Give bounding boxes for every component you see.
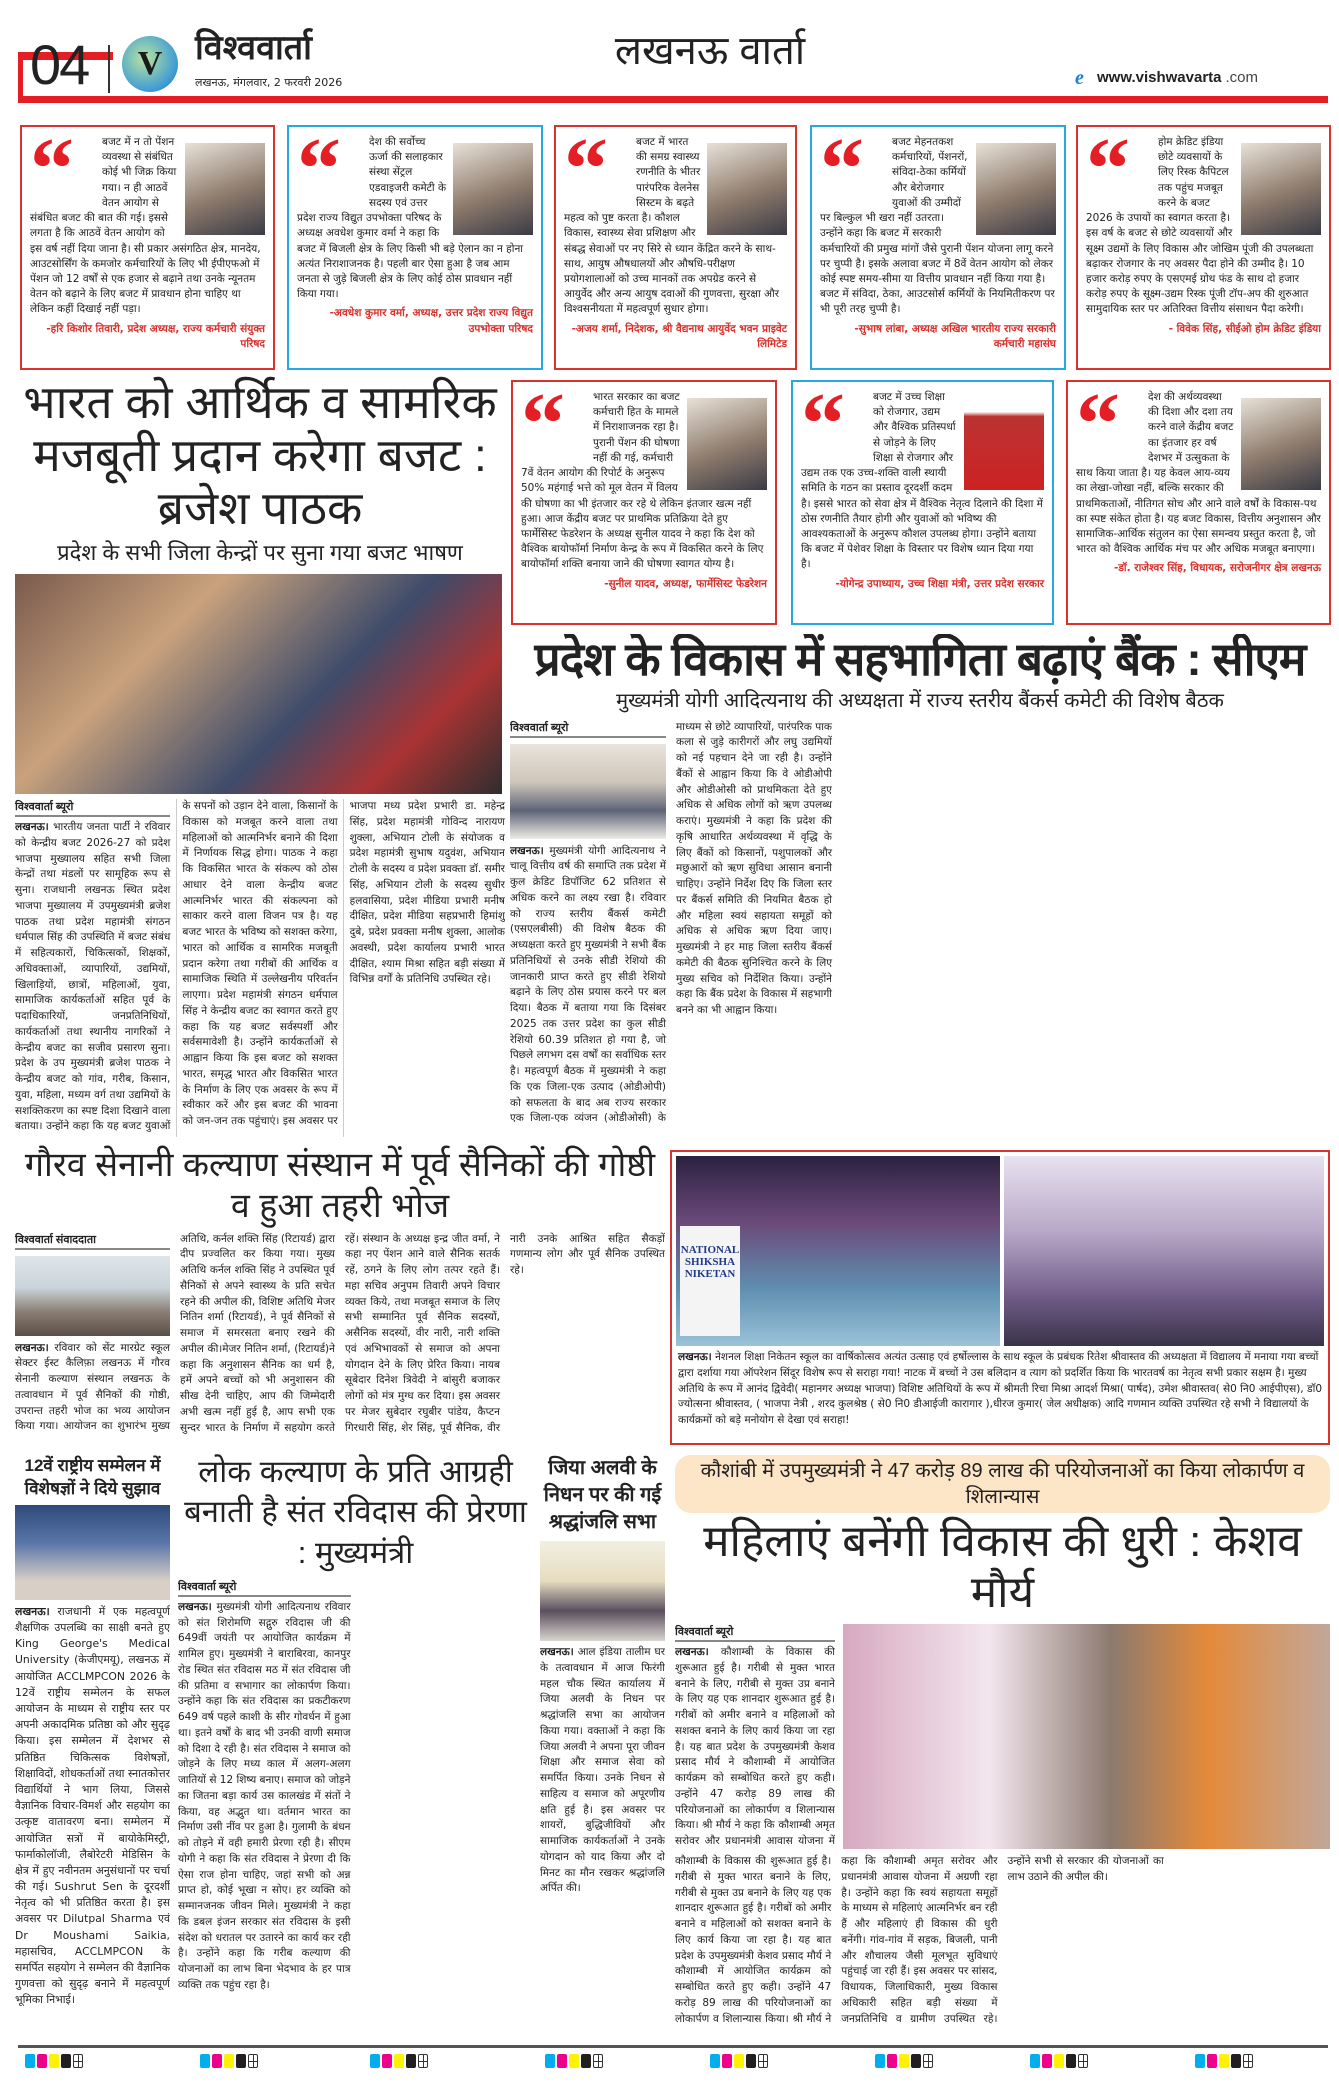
quote-attribution: -डॉ. राजेश्वर सिंह, विधायक, सरोजनीगर क्षेत्र लखनऊ <box>1113 562 1321 575</box>
dance-photo <box>676 1156 1000 1346</box>
kicker-banner: कौशांबी में उपमुख्यमंत्री ने 47 करोड़ 89 लाख की परियोजनाओं का किया लोकार्पण व शिलान्यास <box>675 1455 1330 1513</box>
tribute-photo <box>540 1541 665 1641</box>
quote-text: होम क्रेडिट इंडिया छोटे व्यवसायों के लिए रिस्क कैपिटल तक पहुंच मजबूत करने के बजट 2026 के उपायों का स्वागत करता है। इस वर्ष के बजट से छोटे व्यवसायों और सूक्ष्म उद्यमों के लिए विकास और जोखिम पूंजी की उपलब्धता बढ़ाकर रोजगार के नए अवसर पैदा होने की उम्मीद है। 10 हजार करोड़ रुपए के एसएमई ग्रोथ फंड के साथ दो हजार करोड़ रुपए के सूक्ष्म-उद्यम रिस्क पूंजी टॉप-अप की शुरुआत सामुदायिक स्तर पर अतिरिक्त वित्तीय संसाधन पैदा करेगी। <box>1086 136 1314 316</box>
divider <box>108 45 110 93</box>
quote-attribution: -अजय शर्मा, निदेशक, श्री वैद्यनाथ आयुर्वेद भवन प्राइवेट लिमिटेड <box>571 322 787 350</box>
registration-mark <box>1195 2054 1253 2068</box>
quote-attribution: - विवेक सिंह, सीईओ होम क्रेडिट इंडिया <box>1168 322 1321 335</box>
website-main: www.vishwavarta <box>1097 69 1222 86</box>
crosshair-icon <box>248 2054 258 2068</box>
registration-mark <box>370 2054 428 2068</box>
byline: विश्ववार्ता ब्यूरो <box>178 1579 351 1597</box>
quote-icon: “ <box>820 125 854 218</box>
website-link[interactable] <box>1075 68 1258 88</box>
deputy-cm-photo <box>843 1624 1330 1849</box>
story-conference <box>15 1455 170 2037</box>
crosshair-icon <box>1078 2054 1088 2068</box>
quote-icon: “ <box>521 380 555 473</box>
byline: विश्ववार्ता ब्यूरो <box>510 720 666 738</box>
footer-rule <box>18 2045 1328 2048</box>
date-line: लखनऊ, मंगलवार, 2 फरवरी 2026 <box>195 76 343 89</box>
quote-box <box>20 125 275 370</box>
article-body-cm-bank <box>510 720 1330 1137</box>
quote-attribution: -हरि किशोर तिवारी, प्रदेश अध्यक्ष, राज्य कर्मचारी संयुक्त परिषद <box>46 322 265 350</box>
color-swatch <box>911 2054 921 2068</box>
article-body-brajesh <box>15 799 505 1137</box>
color-swatch <box>25 2054 35 2068</box>
quote-attribution: -सुनील यादव, अध्यक्ष, फार्मेसिस्ट फेडरेशन <box>604 577 767 590</box>
quote-text: बजट में न तो पेंशन व्यवस्था से संबंधित कोई भी जिक्र किया गया। न ही आठवें वेतन आयोग से संबंधित बजट की बात की गई। इससे लगता है कि आठवें वेतन आयोग को इस वर्ष नहीं दिया जाना है। सी प्रकार असंगठित क्षेत्र, मानदेय, आउटसोर्सिंग के कमजोर कर्मचारियों के लिए भी ईपीएफओ में पेंशन जो 12 वर्षों से एक हजार से बढ़ाने तथा उनके न्यूनतम वेतन को बढ़ाने के लिए बजट में प्रावधान होना चाहिए था लेकिन कहीं दिखाई नहीं पड़ा। <box>30 136 261 316</box>
quote-box <box>287 125 543 370</box>
caption-text: नेशनल शिक्षा निकेतन स्कूल का वार्षिकोत्सव अत्यंत उत्साह एवं हर्षोल्लास के साथ स्कूल के प्रबंधक रितेश श्रीवास्तव की अध्यक्षता में विद्यालय में मनाया गया बच्चों द्वारा दर्शाया गया ऑपरेशन सिंदूर विशेष रूप से सराहा गया! नाटक में बच्चों ने उस बलिदान व त्याग को प्रदर्शित किया कि भारतवर्ष का नेतृत्व सभी प्रकार सक्षम है। मुख्य अतिथि के रूप में आनंद द्विवेदी( महानगर अध्यक्ष भाजपा) विशिष्ट अतिथियों के रूप में श्रीमती रिचा मिश्रा आदर्श मिश्रा( पार्षद), उमेश श्रीवास्तव( से0 नि0 आईपीएस), डॉ0 ज्योत्सना श्रीवास्तव, ( भाजपा नेत्री , शरद कुलश्रेष्ठ ( से0 नि0 डीआईजी कारागार ),धीरज कुमार( जेल अधीक्षक) आदि गणमान व्यक्ति उपस्थित रहे सभी ने विद्यालयों के कार्यक्रमों को बड़े मनोयोग से देखा एवं सराहा! <box>678 1351 1322 1426</box>
portrait-photo <box>707 143 787 235</box>
color-swatch <box>746 2054 756 2068</box>
header-rule <box>18 96 1328 103</box>
headline-keshav: महिलाएं बनेंगी विकास की धुरी : केशव मौर्य <box>703 1517 1302 1617</box>
dateline: लखनऊ। <box>15 1604 50 1618</box>
masthead-title: विश्ववार्ता <box>195 29 312 67</box>
event-box <box>670 1150 1330 1445</box>
crosshair-icon <box>758 2054 768 2068</box>
story-ravidas <box>178 1452 533 2037</box>
browser-icon: e <box>1075 67 1084 89</box>
logo: V <box>122 36 178 92</box>
color-swatch <box>224 2054 234 2068</box>
headline-cm-bank: प्रदेश के विकास में सहभागिता बढ़ाएं बैंक : सीएम <box>534 634 1306 685</box>
portrait-photo <box>976 143 1056 235</box>
article-text: कौशाम्बी के विकास की शुरूआत हुई है। गरीबी से मुक्त भारत बनाने के लिए, गरीबी से मुक्त उप्र बनाने के लिए यह एक शानदार शुरूआत हुई है। गरीबों को अमीर बनाने व महिलाओं को सशक्त बनाने के लिए कार्य किया जा रहा है। यह बात प्रदेश के उपमुख्यमंत्री केशव प्रसाद मौर्य ने कौशाम्बी में आयोजित कार्यक्रम को सम्बोधित करते हुए कही। उन्होंने 47 करोड़ 89 लाख की परियोजनाओं का लोकार्पण व शिलान्यास किया। श्री मौर्य ने कहा कि कौशाम्बी अमृत सरोवर और प्रधानमंत्री आवास योजना में <box>675 1646 835 1848</box>
quote-attribution: -अवधेश कुमार वर्मा, अध्यक्ष, उत्तर प्रदेश राज्य विद्युत उपभोक्ता परिषद <box>329 307 533 335</box>
color-swatch <box>1054 2054 1064 2068</box>
portrait-photo <box>1241 143 1321 235</box>
article-text-continued: कौशाम्बी के विकास की शुरूआत हुई है। गरीबी से मुक्त भारत बनाने के लिए, गरीबी से मुक्त उप्र बनाने के लिए यह एक शानदार शुरूआत हुई है। गरीबों को अमीर बनाने व महिलाओं को सशक्त बनाने के लिए कार्य किया जा रहा है। यह बात प्रदेश के उपमुख्यमंत्री केशव प्रसाद मौर्य ने कौशाम्बी में आयोजित कार्यक्रम को सम्बोधित करते हुए कही। उन्होंने 47 करोड़ 89 लाख की परियोजनाओं का लोकार्पण व शिलान्यास किया। श्री मौर्य ने कहा कि कौशाम्बी अमृत सरोवर और प्रधानमंत्री आवास योजना में अग्रणी रहा है। उन्होंने कहा कि स्वयं सहायता समूहों के माध्यम से महिलाएं आत्मनिर्भर बन रही हैं और महिलाएं ही विकास की धुरी बनेंगी। गांव-गांव में सड़क, बिजली, पानी और शौचालय जैसी मूलभूत सुविधाएं पहुंचाई जा रही हैं। इस अवसर पर सांसद, विधायक, जिलाधिकारी, मुख्य विकास अधिकारी सहित बड़ी संख्या में जनप्रतिनिधि व ग्रामीण उपस्थित रहे। उन्होंने सभी से सरकार की योजनाओं का लाभ उठाने की अपील की। <box>675 1855 1164 2025</box>
article-text: आल इंडिया तालीम घर के तत्वावधान में आज फिरंगी महल चौक स्थित कार्यालय में जिया अलवी के निधन पर श्रद्धांजलि सभा का आयोजन किया गया। वक्ताओं ने कहा कि जिया अलवी ने अपना पूरा जीवन शिक्षा और समाज सेवा को समर्पित किया। उनके निधन से साहित्य व समाज को अपूरणीय क्षति हुई है। इस अवसर पर शायरों, बुद्धिजीवियों और सामाजिक कार्यकर्ताओं ने उनके योगदान को याद किया और दो मिनट का मौन रखकर श्रद्धांजलि अर्पित की। <box>540 1646 665 1895</box>
color-swatch <box>734 2054 744 2068</box>
dateline: लखनऊ। <box>540 1646 574 1658</box>
color-swatch <box>875 2054 885 2068</box>
color-swatch <box>236 2054 246 2068</box>
story-zia-alvi <box>540 1455 665 2037</box>
color-swatch <box>370 2054 380 2068</box>
quote-text: देश की अर्थव्यवस्था की दिशा और दशा तय करने वाले केंद्रीय बजट का इंतजार हर वर्ष देशभर में उत्सुकता के साथ किया जाता है। यह केवल आय-व्यय का लेखा-जोखा नहीं, बल्कि सरकार की प्राथमिकताओं, नीतिगत सोच और आने वाले वर्षों के विकास-पथ का स्पष्ट संकेत होता है। यह बजट विकास, वित्तीय अनुशासन और सामाजिक-आर्थिक संतुलन का ऐसा समन्वय प्रस्तुत करता है, जो भारत को वैश्विक आर्थिक मंच पर और अधिक मजबूत बनाएगा। <box>1076 391 1321 556</box>
headline-ravidas: लोक कल्याण के प्रति आग्रही बनाती है संत रविदास की प्रेरणा : मुख्यमंत्री <box>184 1454 527 1570</box>
story-brajesh <box>15 376 505 1137</box>
crosshair-icon <box>418 2054 428 2068</box>
crosshair-icon <box>1243 2054 1253 2068</box>
byline: विश्ववार्ता ब्यूरो <box>675 1624 835 1642</box>
color-swatch <box>37 2054 47 2068</box>
quote-icon: “ <box>30 125 64 218</box>
color-swatch <box>545 2054 555 2068</box>
subhead-brajesh: प्रदेश के सभी जिला केन्द्रों पर सुना गया बजट भाषण <box>57 539 463 565</box>
article-body-keshav-lead <box>675 1624 835 1849</box>
subhead-cm-bank: मुख्यमंत्री योगी आदित्यनाथ की अध्यक्षता में राज्य स्तरीय बैंकर्स कमेटी की विशेष बैठक <box>616 689 1224 712</box>
story-keshav <box>675 1455 1330 2037</box>
quote-text: भारत सरकार का बजट कर्मचारी हित के मामले में निराशाजनक रहा है। पुरानी पेंशन की घोषणा नहीं की गई, कर्मचारी 7वें वेतन आयोग की रिपोर्ट के अनुरूप 50% महंगाई भत्ते को मूल वेतन में विलय की घोषणा का भी इंतजार कर रहे थे लेकिन इंतजार खत्म नहीं हुआ। आज केंद्रीय बजट पर प्राथमिक प्रतिक्रिया देते हुए फार्मेसिस्ट फेडरेशन के अध्यक्ष सुनील यादव ने कहा कि देश को वैश्विक बायोफॉर्मा निर्माण केन्द्र के रूप में विकसित करने के लिए बायोफॉर्मा शक्ति बनाया जाने की घोषणा स्वागत योग्य है। <box>521 391 764 571</box>
article-body-gaurav <box>15 1232 665 1442</box>
quote-attribution: -योगेन्द्र उपाध्याय, उच्च शिक्षा मंत्री, उत्तर प्रदेश सरकार <box>835 577 1044 590</box>
crosshair-icon <box>593 2054 603 2068</box>
quote-icon: “ <box>801 380 835 473</box>
headline-brajesh: भारत को आर्थिक व सामरिक मजबूती प्रदान करेगा बजट : ब्रजेश पाठक <box>23 376 497 534</box>
headline-conference: 12वें राष्ट्रीय सम्मेलन में विशेषज्ञों ने दिये सुझाव <box>24 1456 161 1498</box>
byline: विश्ववार्ता संवाददाता <box>15 1232 170 1250</box>
registration-mark <box>710 2054 768 2068</box>
registration-mark <box>200 2054 258 2068</box>
story-cm-bank <box>510 634 1330 1137</box>
color-swatch <box>1030 2054 1040 2068</box>
dateline: लखनऊ। <box>510 844 544 857</box>
quote-icon: “ <box>1076 380 1110 473</box>
story-gaurav <box>15 1145 665 1442</box>
quote-text: देश की सर्वोच्च ऊर्जा की सलाहकार संस्था सेंट्रल एडवाइजरी कमेटी के सदस्य एवं उत्तर प्रदेश राज्य विद्युत उपभोक्ता परिषद के अध्यक्ष अवधेश कुमार वर्मा ने कहा कि बजट में बिजली क्षेत्र के लिए किसी भी बड़े ऐलान का न होना अत्यंत निराशाजनक है। पहली बार ऐसा हुआ है जब आम जनता से जुड़े बिजली क्षेत्र के लिए कोई ठोस प्रावधान नहीं किया गया। <box>297 136 524 301</box>
quote-attribution: -सुभाष लांबा, अध्यक्ष अखिल भारतीय राज्य सरकारी कर्मचारी महासंघ <box>854 322 1056 350</box>
color-swatch <box>1219 2054 1229 2068</box>
quote-icon: “ <box>564 125 598 218</box>
portrait-photo <box>687 398 767 490</box>
registration-mark <box>875 2054 933 2068</box>
quote-icon: “ <box>1086 125 1120 218</box>
color-swatch <box>49 2054 59 2068</box>
color-swatch <box>887 2054 897 2068</box>
color-swatch <box>1042 2054 1052 2068</box>
color-swatch <box>406 2054 416 2068</box>
meeting-photo <box>510 744 666 839</box>
dateline: लखनऊ। <box>15 1341 49 1354</box>
quote-box <box>511 380 777 625</box>
guests-photo <box>1004 1156 1324 1346</box>
color-swatch <box>569 2054 579 2068</box>
headline-zia-alvi: जिया अलवी के निधन पर की गई श्रद्धांजलि सभा <box>543 1457 662 1533</box>
section-title: लखनऊ वार्ता <box>614 29 806 73</box>
school-sign: NATIONAL SHIKSHA NIKETAN <box>680 1226 740 1336</box>
article-text: रविवार को सेंट मारग्रेट स्कूल सेक्टर ईस्ट कैलिफ़ा लखनऊ में गौरव सेनानी कल्याण संस्थान लखनऊ के तत्वावधान में पूर्व सैनिकों की गोष्ठी, उपरान्त तहरी भोज का भव्य आयोजन किया गया। आयोजन का शुभारंभ मुख्य अतिथि, कर्नल शक्ति सिंह (रिटायर्ड) द्वारा दीप प्रज्वलित कर किया गया। मुख्य अतिथि कर्नल शक्ति सिंह ने उपस्थित पूर्व सैनिकों से अपने स्वास्थ्य के प्रति सचेत रहने की अपील की, विशिष्ट अतिथि मेजर नितिन शर्मा (रिटायर्ड), ने पूर्व सैनिकों से समाज में समरसता बनाए रखने की अपील की।मेजर नितिन शर्मा, (रिटायर्ड)ने कहा कि अनुशासन सैनिक का धर्म है, हमें अपने बच्चों को भी अनुशासन की सीख देनी चाहिए, आप की जिम्मेदारी अभी खत्म नहीं हुई है, आप सभी एक सुन्दर भारत के निर्माण में सहयोग करते रहें। संस्थान के अध्यक्ष इन्द्र जीत वर्मा, ने कहा नए पेंशन आने वाले सैनिक सतर्क रहें, ठगने के लिए लोग तत्पर रहते हैं। महा सचिव अनुपम तिवारी अपने विचार व्यक्त किये, तथा मजबूत समाज के लिए सभी सम्मानित पूर्व सैनिक सदस्यों, असैनिक सदस्यों, वीर नारी, नारी शक्ति एवं अभिभावकों से समाज को अपना योगदान देने के लिए प्रेरित किया। नायब सूबेदार दिनेश त्रिवेदी ने बांसुरी बजाकर लोगों को मंत्र मुग्ध कर दिया। इस अवसर पर मेजर सुबेदार रघुबीर पांडेय, कैप्टन गिरधारी सिंह, शेर सिंह, पूर्व सैनिक, वीर नारी उनके आश्रित सहित सैकड़ों गणमान्य लोग और पूर्व सैनिक उपस्थित रहे। <box>15 1232 665 1434</box>
color-swatch <box>557 2054 567 2068</box>
article-body-zia-alvi <box>540 1645 665 2037</box>
article-body-conference <box>15 1604 170 2037</box>
article-text: मुख्यमंत्री योगी आदित्यनाथ रविवार को संत शिरोमणि सद्गुरु रविदास जी की 649वीं जयंती पर आयोजित कार्यक्रम में शामिल हुए। मुख्यमंत्री ने बाराबिरवा, कानपुर रोड स्थित संत रविदास मठ में संत रविदास जी की प्रतिमा व सभागार का लोकार्पण किया। उन्होंने कहा कि संत रविदास का प्रकटीकरण 649 वर्ष पहले काशी के सीर गोवर्धन में हुआ था। इतने वर्षों के बाद भी उनकी वाणी समाज को दिशा दे रही है। संत रविदास ने समाज को जोड़ने के लिए मध्य काल में अलग-अलग जातियों से 12 शिष्य बनाए। समाज को जोड़ने का जितना बड़ा कार्य उस कालखंड में संतों ने किया, वह अद्भुत था। वर्तमान भारत का निर्माण उसी नींव पर हुआ है। गुलामी के बंधन को तोड़ने में वही हमारी प्रेरणा रही है। सीएम योगी ने कहा कि संत रविदास ने प्रेरणा दी कि ऐसा राज होना चाहिए, जहां सभी को अन्न प्राप्त हो, कोई भूखा न सोए। हर व्यक्ति को सम्मानजनक जीवन मिले। मुख्यमंत्री ने कहा कि डबल इंजन सरकार संत रविदास के इसी संदेश को धरातल पर उतारने का कार्य कर रही है। उन्होंने कहा कि गरीब कल्याण की योजनाओं का लाभ बिना भेदभाव के हर पात्र व्यक्ति तक पहुंच रहा है। <box>178 1600 351 1991</box>
crosshair-icon <box>73 2054 83 2068</box>
color-swatch <box>710 2054 720 2068</box>
quote-box <box>1066 380 1331 625</box>
article-text: राजधानी में एक महत्वपूर्ण शैक्षणिक उपलब्धि का साक्षी बनते हुए King George's Medical University (केजीएमयू), लखनऊ में आयोजित ACCLMPCON 2026 के 12वें राष्ट्रीय सम्मेलन के सफल आयोजन के माध्यम से राष्ट्रीय स्तर पर अपनी अकादमिक प्रतिष्ठा को और सुदृढ़ किया। इस सम्मेलन में देशभर से प्रतिष्ठित चिकित्सक विशेषज्ञों, शिक्षाविदों, शोधकर्ताओं तथा स्नातकोत्तर विद्यार्थियों ने भाग लिया, जिससे वैज्ञानिक विचार-विमर्श और सहयोग का उत्कृष्ट वातावरण बना। सम्मेलन में आयोजित सत्रों में बायोकेमिस्ट्री, फार्माकोलॉजी, लैबोरेटरी मेडिसिन के क्षेत्र में हुए नवीनतम अनुसंधानों पर चर्चा की गई। Sushrut Sen के दूरदर्शी नेतृत्व को भी प्रतिष्ठित करता है। इस अवसर पर Dilutpal Sharma एवं Dr Moushami Saikia, महासचिव, ACCLMPCON के समर्पित सहयोग ने सम्मेलन की वैज्ञानिक गुणवत्ता को सुदृढ़ बनाने में महत्वपूर्ण भूमिका निभाई। <box>15 1604 170 2007</box>
page-number: 04 <box>30 33 89 96</box>
article-body-ravidas <box>178 1579 533 2037</box>
website-tld: .com <box>1225 69 1259 86</box>
color-swatch <box>1207 2054 1217 2068</box>
quote-text: बजट में उच्च शिक्षा को रोजगार, उद्यम और वैश्विक प्रतिस्पर्धा से जोड़ने के लिए शिक्षा से रोजगार और उद्यम तक एक उच्च-शक्ति वाली स्थायी समिति के गठन का प्रस्ताव दूरदर्शी कदम है। इससे भारत को सेवा क्षेत्र में वैश्विक नेतृत्व दिलाने की दिशा में ठोस रणनीति तैयार होगी और युवाओं को भविष्य की आवश्यकताओं के अनुरूप कौशल उपलब्ध होगा। उन्होंने बताया कि बजट में पेशेवर शिक्षा के विस्तार पर विशेष ध्यान दिया गया है। <box>801 391 1043 571</box>
quote-text: बजट में भारत की समग्र स्वास्थ्य रणनीति के भीतर पारंपरिक वेलनेस सिस्टम के बढ़ते महत्व को पुष्ट करता है। कौशल विकास, स्वास्थ्य सेवा प्रशिक्षण और संबद्ध सेवाओं पर नए सिरे से ध्यान केंद्रित करने के साथ-साथ, आयुष औषधालयों और औषधि-परीक्षण प्रयोगशालाओं को उच्च मानकों तक अपग्रेड करने से आयुर्वेद और अन्य आयुष दवाओं की गुणवत्ता, सुरक्षा और विश्वसनीयता में महत्वपूर्ण सुधार होगा। <box>564 136 780 316</box>
color-swatch <box>200 2054 210 2068</box>
color-swatch <box>382 2054 392 2068</box>
dateline: लखनऊ। <box>15 821 49 834</box>
quote-box <box>554 125 797 370</box>
portrait-photo <box>964 398 1044 490</box>
quote-box <box>1076 125 1331 370</box>
registration-mark <box>545 2054 603 2068</box>
dateline: लखनऊ। <box>678 1351 712 1363</box>
portrait-photo <box>1241 398 1321 490</box>
color-swatch <box>899 2054 909 2068</box>
crosshair-icon <box>923 2054 933 2068</box>
dateline: लखनऊ। <box>178 1600 212 1613</box>
quote-box <box>810 125 1066 370</box>
color-swatch <box>212 2054 222 2068</box>
color-swatch <box>61 2054 71 2068</box>
color-swatch <box>722 2054 732 2068</box>
headline-gaurav: गौरव सेनानी कल्याण संस्थान में पूर्व सैनिकों की गोष्ठी व हुआ तहरी भोज <box>24 1146 656 1225</box>
conference-photo <box>15 1505 170 1600</box>
quote-text: बजट मेहनतकश कर्मचारियों, पेंशनरों, संविदा-ठेका कर्मियों और बेरोजगार युवाओं की उम्मीदों पर बिल्कुल भी खरा नहीं उतरता। उन्होंने कहा कि बजट में सरकारी कर्मचारियों की प्रमुख मांगों जैसे पुरानी पेंशन योजना लागू करने पर चुप्पी है। इसके अलावा बजट में 8वें वेतन आयोग को लेकर कोई स्पष्ट समय-सीमा या वित्तीय प्रावधान नहीं किया गया है। बजट में संविदा, ठेका, आउटसोर्स कर्मियों के नियमितीकरण पर भी पूरी तरह चुप्पी है। <box>820 136 1055 316</box>
color-swatch <box>1195 2054 1205 2068</box>
color-swatch <box>581 2054 591 2068</box>
dateline: लखनऊ। <box>675 1646 709 1659</box>
portrait-photo <box>453 143 533 235</box>
registration-mark <box>1030 2054 1088 2068</box>
portrait-photo <box>185 143 265 235</box>
article-text: मुख्यमंत्री योगी आदित्यनाथ ने चालू वित्तीय वर्ष की समाप्ति तक प्रदेश में कुल क्रेडिट डिपॉजिट 62 प्रतिशत से अधिक करने का लक्ष्य रखा है। रविवार को राज्य स्तरीय बैंकर्स कमेटी (एसएलबीसी) की विशेष बैठक की अध्यक्षता करते हुए मुख्यमंत्री ने सभी बैंक प्रतिनिधियों से उनके सीडी रेशियो की जानकारी प्राप्त करते हुए सीडी रेशियो बढ़ाने के लिए ठोस प्रयास करने पर बल दिया। बैठक में बताया गया कि दिसंबर 2025 तक उत्तर प्रदेश का कुल सीडी रेशियो 60.39 प्रतिशत हो गया है, जो पिछले लगभग दस वर्षों का सर्वाधिक स्तर है। महत्वपूर्ण बैठक में मुख्यमंत्री ने कहा कि एक जिला-एक उत्पाद (ओडीओपी) को सफलता के बाद अब राज्य सरकार एक जिला-एक व्यंजन (ओडीओसी) के माध्यम से छोटे व्यापारियों, पारंपरिक पाक कला से जुड़े कारीगरों और लघु उद्यमियों को नई पहचान देने जा रही है। उन्होंने बैंकों से आह्वान किया कि वे ओडीओपी और ओडीओसी को प्राथमिकता देते हुए अधिक से अधिक लोगों को ऋण उपलब्ध कराएं। मुख्यमंत्री ने कहा कि प्रदेश की कृषि आधारित अर्थव्यवस्था में वृद्धि के लिए बैंकों को किसानों, पशुपालकों और मछुआरों को ऋण सुविधा आसान बनानी चाहिए। उन्होंने निर्देश दिए कि जिला स्तर पर बैंकर्स समिति की नियमित बैठक हो और महिला स्वयं सहायता समूहों को अधिक से अधिक ऋण दिया जाए। मुख्यमंत्री ने हर माह जिला स्तरीय बैंकर्स कमेटी की बैठक सुनिश्चित करने के लिए मुख्य सचिव को निर्देशित किया। उन्होंने कहा कि बैंक प्रदेश के विकास में सहभागी बनने का भी आह्वान किया। <box>510 720 832 1125</box>
color-swatch <box>1066 2054 1076 2068</box>
seminar-photo <box>15 1256 170 1336</box>
article-body-keshav <box>675 1854 1330 2037</box>
quote-box <box>791 380 1054 625</box>
quote-icon: “ <box>297 125 331 218</box>
registration-mark <box>25 2054 83 2068</box>
color-swatch <box>394 2054 404 2068</box>
event-photo <box>15 574 502 794</box>
byline: विश्ववार्ता ब्यूरो <box>15 799 170 817</box>
article-text: भारतीय जनता पार्टी ने रविवार को केन्द्रीय बजट 2026-27 को प्रदेश भाजपा मुख्यालय सहित सभी जिला केन्द्रों तथा मंडलों पर सामूहिक रूप से सुना। राजधानी लखनऊ स्थित प्रदेश भाजपा मुख्यालय में उपमुख्यमंत्री ब्रजेश पाठक तथा प्रदेश महामंत्री संगठन धर्मपाल सिंह की उपस्थिति में बजट संबंध में सहित्यकारों, चिकित्सकों, शिक्षकों, अधिवक्ताओं, व्यापारियों, उद्यमियों, खिलाड़ियों, छात्रों, महिलाओं, युवा, सामाजिक कार्यकर्ताओं सहित पूर्व के पदाधिकारियों, जनप्रतिनिधियों, कार्यकर्ताओं तथा स्थानीय नागरिकों ने केन्द्रीय बजट का सजीव प्रसारण सुना। प्रदेश के उप मुख्यमंत्री ब्रजेश पाठक ने केन्द्रीय बजट को गांव, गरीब, किसान, युवा, महिला, मध्यम वर्ग तथा उद्यमियों के सशक्तिकरण का स्पष्ट दिशा दिखाने वाला बताया। उन्होंने कहा कि यह बजट युवाओं के सपनों को उड़ान देने वाला, किसानों के विकास को मजबूत करने वाला तथा महिलाओं को आत्मनिर्भर बनाने की दिशा में निर्णायक सिद्ध होगा। पाठक ने कहा कि विकसित भारत के संकल्प को ठोस आधार देने वाला केन्द्रीय बजट आत्मनिर्भर भारत की संकल्पना को साकार करने वाला विजन पत्र है। यह बजट भारत के भविष्य को सशक्त करेगा, भारत को आर्थिक व सामरिक मजबूती प्रदान करेगा तथा गरीबों की आर्थिक व सामाजिक स्थिति में उल्लेखनीय परिवर्तन लाएगा। प्रदेश महामंत्री संगठन धर्मपाल सिंह ने केन्द्रीय बजट का स्वागत करते हुए कहा कि यह बजट सर्वस्पर्शी और सर्वसमावेशी है। उन्होंने कार्यकर्ताओं से आह्वान किया कि इस बजट को सशक्त भारत, समृद्ध भारत और विकसित भारत के निर्माण के लिए एक अवसर के रूप में स्वीकार करें और इस बजट की भावना को जन-जन तक पहुंचाएं। इस अवसर पर भाजपा मध्य प्रदेश प्रभारी डा. महेन्द्र सिंह, प्रदेश महामंत्री गोविन्द नारायण शुक्ला, अभियान टोली के संयोजक व प्रदेश महामंत्री सुभाष यदुवंश, अभियान टोली के सदस्य व प्रदेश प्रवक्ता डॉ. समीर सिंह, अभियान टोली के सदस्य सुधीर हलवासिया, प्रदेश मीडिया प्रभारी मनीष दीक्षित, प्रदेश मीडिया सहप्रभारी हिमांशु दुबे, प्रदेश प्रवक्ता मनीष शुक्ला, आलोक अवस्थी, प्रदेश कार्यालय प्रभारी भारत दीक्षित, श्याम मिश्रा सहित बड़ी संख्या में विभिन्न वर्गों के प्रतिनिधि उपस्थित रहे। <box>15 800 505 1133</box>
photo-caption <box>672 1346 1328 1443</box>
color-swatch <box>1231 2054 1241 2068</box>
